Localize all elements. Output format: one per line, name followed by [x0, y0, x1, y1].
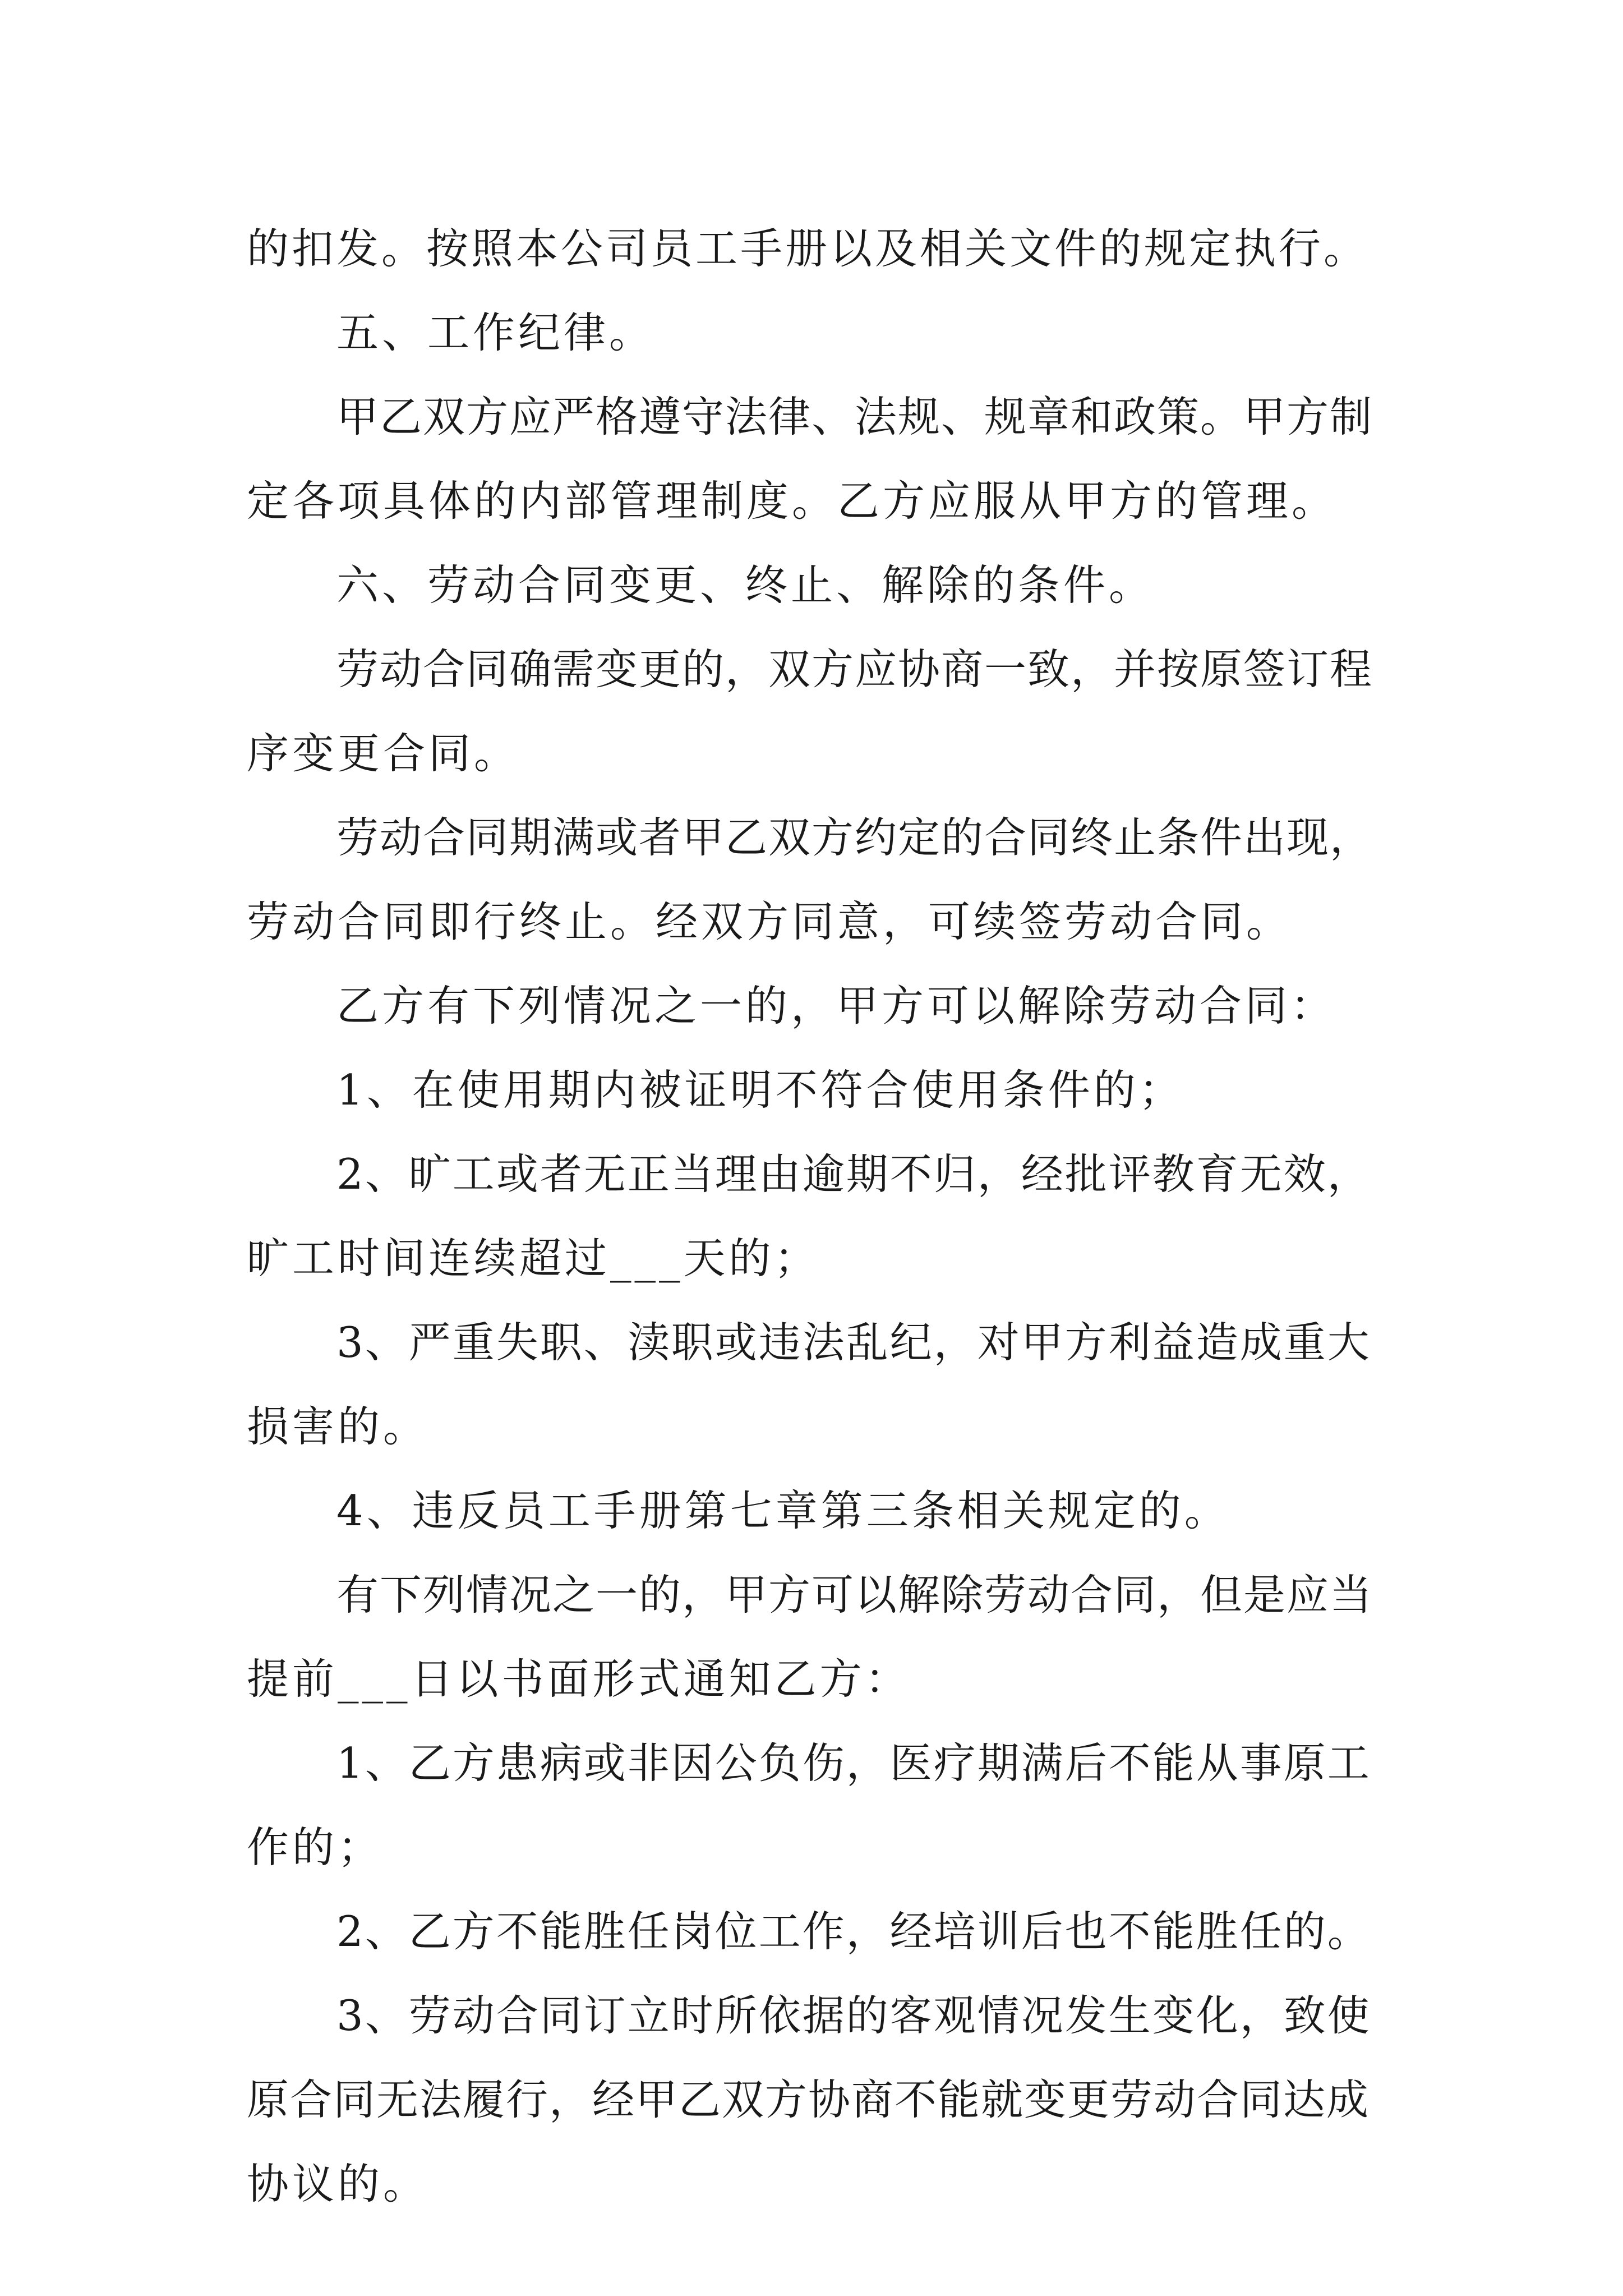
list-item: 1、乙方患病或非因公负伤，医疗期满后不能从事原工 — [336, 1738, 1371, 1788]
text-line: 旷工时间连续超过___天的； — [247, 1234, 820, 1283]
list-item: 1、在使用期内被证明不符合使用条件的； — [336, 1065, 1184, 1115]
text-line: 原合同无法履行，经甲乙双方协商不能就变更劳动合同达成 — [247, 2075, 1370, 2124]
text-line: 的扣发。按照本公司员工手册以及相关文件的规定执行。 — [247, 224, 1369, 273]
text-line: 作的； — [247, 1823, 384, 1872]
section-heading: 五、工作纪律。 — [336, 308, 655, 357]
text-line: 序变更合同。 — [247, 729, 520, 778]
list-item: 4、违反员工手册第七章第三条相关规定的。 — [336, 1486, 1230, 1535]
section-heading: 六、劳动合同变更、终止、解除的条件。 — [336, 560, 1155, 610]
text-line: 乙方有下列情况之一的，甲方可以解除劳动合同： — [336, 981, 1336, 1030]
text-line: 有下列情况之一的，甲方可以解除劳动合同，但是应当 — [336, 1570, 1373, 1619]
text-line: 劳动合同确需变更的，双方应协商一致，并按原签订程 — [336, 645, 1373, 694]
list-item: 2、旷工或者无正当理由逾期不归，经批评教育无效， — [336, 1149, 1371, 1199]
text-line: 协议的。 — [247, 2159, 429, 2208]
list-item: 3、劳动合同订立时所依据的客观情况发生变化，致使 — [336, 1991, 1371, 2040]
text-line: 损害的。 — [247, 1402, 429, 1451]
text-line: 定各项具体的内部管理制度。乙方应服从甲方的管理。 — [247, 476, 1338, 526]
list-item: 2、乙方不能胜任岗位工作，经培训后也不能胜任的。 — [336, 1907, 1371, 1956]
list-item: 3、严重失职、渎职或违法乱纪，对甲方利益造成重大 — [336, 1318, 1371, 1367]
text-line: 甲乙双方应严格遵守法律、法规、规章和政策。甲方制 — [336, 392, 1373, 441]
document-body — [247, 206, 1374, 2226]
text-line: 提前___日以书面形式通知乙方： — [247, 1654, 911, 1704]
text-line: 劳动合同即行终止。经双方同意，可续签劳动合同。 — [247, 897, 1292, 946]
text-line: 劳动合同期满或者甲乙双方约定的合同终止条件出现， — [336, 813, 1373, 862]
